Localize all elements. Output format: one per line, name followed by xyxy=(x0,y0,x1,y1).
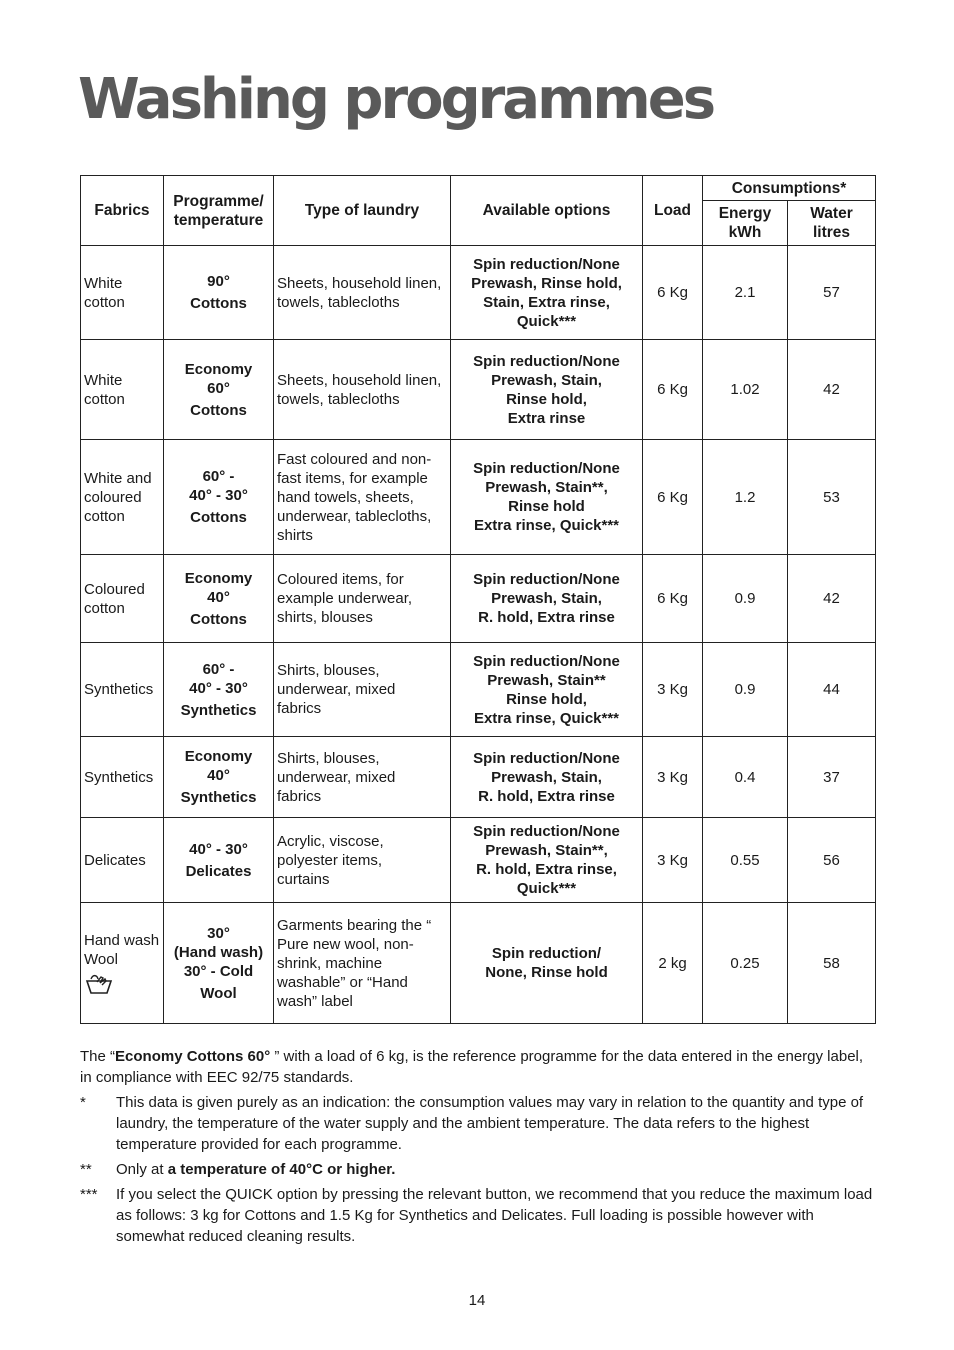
fabric-label: White and coloured cotton xyxy=(84,469,152,525)
programme-cell xyxy=(164,555,274,643)
energy-cell: 0.25 xyxy=(703,903,788,1024)
programme-temperature: 60° - 40° - 30° xyxy=(189,660,248,697)
fabric-cell xyxy=(81,737,164,818)
header-load: Load xyxy=(643,176,703,246)
water-cell: 42 xyxy=(788,555,876,643)
footnote-3-text: If you select the QUICK option by pressing the relevant button, we recommend that you reduce the maximum load as follows: 3 kg for Cottons and 1.5 Kg for Synthetics and Delicates. Full loading is possible however with somewhat reduced cleaning results. xyxy=(116,1186,873,1245)
fabric-cell xyxy=(81,340,164,440)
programme-name: Cottons xyxy=(190,401,247,419)
water-cell: 57 xyxy=(788,246,876,340)
header-programme: Programme/ temperature xyxy=(164,176,274,246)
programme-cell xyxy=(164,246,274,340)
footnote-1-mark: * xyxy=(80,1094,86,1111)
load-cell: 3 Kg xyxy=(643,737,703,818)
table-row xyxy=(81,246,876,340)
programme-cell xyxy=(164,643,274,737)
header-energy: Energy kWh xyxy=(703,201,788,246)
footnote-2-prefix: Only at xyxy=(116,1161,168,1178)
energy-cell: 0.55 xyxy=(703,818,788,903)
reference-note xyxy=(80,1046,875,1088)
fabric-label: Delicates xyxy=(84,851,146,869)
energy-cell: 0.9 xyxy=(703,643,788,737)
laundry-cell: Coloured items, for example underwear, shirts, blouses xyxy=(274,555,451,643)
fabric-cell xyxy=(81,903,164,1024)
options-cell: Spin reduction/None Prewash, Stain**, Rinse hold Extra rinse, Quick*** xyxy=(451,440,643,555)
water-cell: 53 xyxy=(788,440,876,555)
options-cell: Spin reduction/None Prewash, Stain** Rinse hold, Extra rinse, Quick*** xyxy=(451,643,643,737)
energy-cell: 2.1 xyxy=(703,246,788,340)
water-cell: 58 xyxy=(788,903,876,1024)
footnote-1-text: This data is given purely as an indication: the consumption values may vary in relation to the quantity and type of laundry, the temperature of the water supply and the ambient temperature. The data refers to the highest temperature provided for each programme. xyxy=(116,1094,864,1153)
programme-cell xyxy=(164,818,274,903)
programme-name: Synthetics xyxy=(180,701,257,719)
footnote-2-bold: a temperature of 40°C or higher. xyxy=(167,1161,396,1178)
footnote-2-mark: ** xyxy=(80,1161,92,1178)
header-options: Available options xyxy=(451,176,643,246)
load-cell: 3 Kg xyxy=(643,818,703,903)
programme-cell xyxy=(164,440,274,555)
header-consumptions: Consumptions* xyxy=(703,176,876,201)
programme-temperature: 90° xyxy=(207,273,230,290)
header-laundry: Type of laundry xyxy=(274,176,451,246)
table-row xyxy=(81,643,876,737)
energy-cell: 1.2 xyxy=(703,440,788,555)
header-water: Water litres xyxy=(788,201,876,246)
programme-name: Wool xyxy=(200,984,237,1002)
fabric-label: Synthetics xyxy=(84,681,154,698)
load-cell: 6 Kg xyxy=(643,340,703,440)
reference-note-rest: ” with a load of 6 kg, is the reference programme for the data entered in the energy label, in compliance with EEC 92/75 standards. xyxy=(80,1048,864,1086)
options-cell: Spin reduction/None Prewash, Stain**, R. hold, Extra rinse, Quick*** xyxy=(451,818,643,903)
load-cell: 3 Kg xyxy=(643,643,703,737)
load-cell: 6 Kg xyxy=(643,246,703,340)
options-cell: Spin reduction/None Prewash, Stain, Rinse hold, Extra rinse xyxy=(451,340,643,440)
laundry-cell: Sheets, household linen, towels, tablecloths xyxy=(274,340,451,440)
laundry-cell: Shirts, blouses, underwear, mixed fabrics xyxy=(274,737,451,818)
water-cell: 42 xyxy=(788,340,876,440)
laundry-cell: Fast coloured and non- fast items, for example hand towels, sheets, underwear, tablecloths, shirts xyxy=(274,440,451,555)
options-cell: Spin reduction/None Prewash, Rinse hold, Stain, Extra rinse, Quick*** xyxy=(451,246,643,340)
reference-note-bold: Economy Cottons 60° xyxy=(115,1048,271,1065)
programme-cell xyxy=(164,903,274,1024)
water-cell: 56 xyxy=(788,818,876,903)
table-row xyxy=(81,737,876,818)
programme-temperature: 40° - 30° xyxy=(189,840,248,858)
table-row xyxy=(81,440,876,555)
programme-name: Cottons xyxy=(190,295,247,312)
fabric-label: White cotton xyxy=(84,371,125,408)
options-cell: Spin reduction/None Prewash, Stain, R. hold, Extra rinse xyxy=(451,737,643,818)
energy-cell: 0.4 xyxy=(703,737,788,818)
laundry-cell: Shirts, blouses, underwear, mixed fabrics xyxy=(274,643,451,737)
water-cell: 44 xyxy=(788,643,876,737)
footnote-2-text xyxy=(116,1159,875,1180)
notes xyxy=(80,1046,875,1247)
options-cell: Spin reduction/None Prewash, Stain, R. hold, Extra rinse xyxy=(451,555,643,643)
fabric-cell xyxy=(81,440,164,555)
fabric-label: Synthetics xyxy=(84,768,154,786)
page-number: 14 xyxy=(468,1292,486,1309)
page-title: Washing programmes xyxy=(78,67,714,132)
fabric-cell xyxy=(81,246,164,340)
hand-wash-tub-icon xyxy=(84,973,114,995)
table-row xyxy=(81,903,876,1024)
fabric-label: Hand wash Wool xyxy=(84,932,160,968)
fabric-label: White cotton xyxy=(84,274,125,311)
table-row xyxy=(81,555,876,643)
programme-cell xyxy=(164,737,274,818)
fabric-cell xyxy=(81,643,164,737)
programme-cell xyxy=(164,340,274,440)
reference-note-prefix: The “ xyxy=(80,1048,116,1065)
fabric-label: Coloured cotton xyxy=(84,580,145,617)
laundry-cell: Garments bearing the “ Pure new wool, non- shrink, machine washable” or “Hand wash” label xyxy=(274,903,451,1024)
footnote-3 xyxy=(80,1184,875,1247)
energy-cell: 0.9 xyxy=(703,555,788,643)
programme-name: Cottons xyxy=(190,509,247,526)
programme-temperature: 30° (Hand wash) 30° - Cold xyxy=(173,924,264,980)
load-cell: 6 Kg xyxy=(643,555,703,643)
energy-cell: 1.02 xyxy=(703,340,788,440)
programme-temperature: Economy 40° xyxy=(184,569,253,606)
programme-name: Synthetics xyxy=(180,789,257,806)
footnote-1 xyxy=(80,1092,875,1155)
laundry-cell: Sheets, household linen, towels, tablecloths xyxy=(274,246,451,340)
programmes-table xyxy=(80,175,876,1024)
fabric-cell xyxy=(81,555,164,643)
programme-name: Delicates xyxy=(185,862,252,880)
options-cell: Spin reduction/ None, Rinse hold xyxy=(451,903,643,1024)
laundry-cell: Acrylic, viscose, polyester items, curtains xyxy=(274,818,451,903)
programme-temperature: Economy 40° xyxy=(184,748,253,784)
fabric-cell xyxy=(81,818,164,903)
programme-name: Cottons xyxy=(190,610,247,628)
footnote-3-mark: *** xyxy=(80,1186,98,1203)
programme-temperature: Economy 60° xyxy=(184,360,253,397)
water-cell: 37 xyxy=(788,737,876,818)
table-row xyxy=(81,340,876,440)
load-cell: 6 Kg xyxy=(643,440,703,555)
footnote-2 xyxy=(80,1159,875,1180)
header-fabrics: Fabrics xyxy=(81,176,164,246)
load-cell: 2 kg xyxy=(643,903,703,1024)
table-row xyxy=(81,818,876,903)
programme-temperature: 60° - 40° - 30° xyxy=(189,468,248,504)
